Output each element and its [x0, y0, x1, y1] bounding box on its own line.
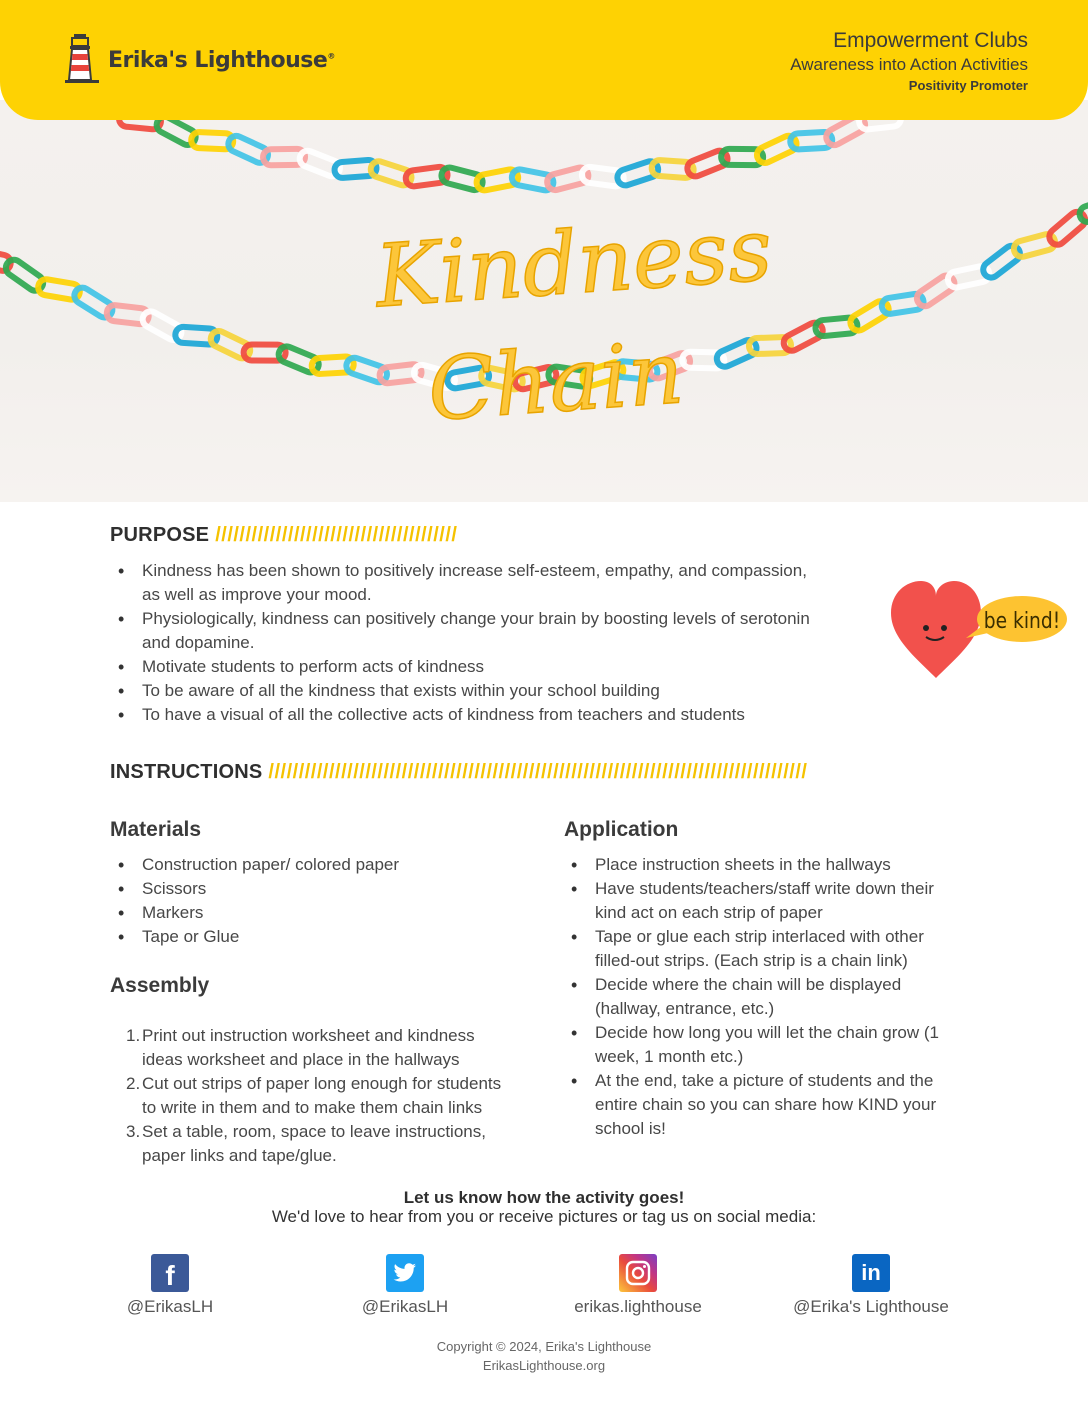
hero-title-line1: Kindness [372, 199, 776, 328]
activity-category: Positivity Promoter [908, 78, 1028, 93]
be-kind-heart-illustration [886, 578, 1072, 682]
paper-chain-illustration [0, 100, 1088, 502]
list-item: • To have a visual of all the collective acts of kindness from teachers and students [110, 703, 870, 727]
application-title: Application [564, 818, 679, 841]
purpose-heading: PURPOSE //////////////////////////////////////// [110, 524, 458, 546]
social-linkedin[interactable] [771, 1254, 971, 1317]
list-item: • Place instruction sheets in the hallways [563, 853, 983, 877]
header-titles [790, 28, 1028, 96]
cta-heading: Let us know how the activity goes! [403, 1188, 685, 1207]
social-instagram[interactable] [538, 1254, 738, 1317]
list-item: • Decide how long you will let the chain grow (1 week, 1 month etc.) [563, 1021, 983, 1069]
list-item: • Decide where the chain will be displayed (hallway, entrance, etc.) [563, 973, 983, 1021]
list-item: • To be aware of all the kindness that exists within your school building [110, 679, 870, 703]
program-subtitle: Awareness into Action Activities [790, 55, 1028, 74]
facebook-icon[interactable]: f [151, 1254, 189, 1292]
instructions-heading: INSTRUCTIONS ///////////////////////////////////////////////////////////////////////////////////////// [110, 761, 808, 783]
website-link[interactable]: ErikasLighthouse.org [482, 1358, 606, 1373]
list-item: 3. Set a table, room, space to leave instructions, paper links and tape/glue. [126, 1122, 486, 1165]
application-list [563, 853, 983, 1141]
copyright-text: Copyright © 2024, Erika's Lighthouse [436, 1339, 652, 1354]
list-item: • Tape or Glue [110, 925, 530, 949]
materials-list [110, 853, 530, 949]
instagram-handle[interactable]: erikas.lighthouse [574, 1297, 702, 1316]
be-kind-text: be kind! [983, 607, 1061, 634]
list-item: • At the end, take a picture of students and the entire chain so you can share how KIND your school is! [563, 1069, 983, 1141]
heading-divider: ///////////////////////////////////////////////////////////////////////////////////////// [268, 761, 808, 783]
purpose-list [110, 559, 870, 727]
heading-divider: //////////////////////////////////////// [215, 524, 458, 546]
list-item: 2. Cut out strips of paper long enough for students to write in them and to make them chain links [126, 1074, 502, 1117]
hero-image [0, 100, 1088, 502]
list-item: • Markers [110, 901, 530, 925]
twitter-icon[interactable] [386, 1254, 424, 1292]
list-item: • Physiologically, kindness can positively change your brain by boosting levels of serotonin and dopamine. [110, 607, 870, 655]
list-item: • Kindness has been shown to positively increase self-esteem, empathy, and compassion, as well as improve your mood. [110, 559, 870, 607]
instagram-icon[interactable] [619, 1254, 657, 1292]
assembly-title: Assembly [110, 974, 210, 997]
list-item: • Motivate students to perform acts of kindness [110, 655, 870, 679]
list-item: 1. Print out instruction worksheet and kindness ideas worksheet and place in the hallways [126, 1026, 475, 1069]
list-item: • Construction paper/ colored paper [110, 853, 530, 877]
materials-title: Materials [110, 818, 202, 841]
linkedin-icon[interactable]: in [852, 1254, 890, 1292]
facebook-handle[interactable]: @ErikasLH [126, 1297, 214, 1316]
cta-subtext: We'd love to hear from you or receive pictures or tag us on social media: [271, 1207, 817, 1226]
list-item: • Tape or glue each strip interlaced with other filled-out strips. (Each strip is a chain link) [563, 925, 983, 973]
lighthouse-icon [62, 34, 102, 86]
program-name: Empowerment Clubs [833, 29, 1028, 52]
brand-logo[interactable] [62, 34, 335, 86]
linkedin-handle[interactable]: @Erika's Lighthouse [793, 1297, 949, 1316]
social-twitter[interactable] [305, 1254, 505, 1317]
list-item: • Have students/teachers/staff write down their kind act on each strip of paper [563, 877, 983, 925]
twitter-handle[interactable]: @ErikasLH [361, 1297, 449, 1316]
logo-text: Erika's Lighthouse® [108, 47, 335, 73]
chain-link [1078, 196, 1088, 224]
social-facebook[interactable] [70, 1254, 270, 1317]
list-item: • Scissors [110, 877, 530, 901]
heart-icon [891, 581, 981, 678]
hero-title-line2: Chain [424, 323, 687, 441]
page-header [0, 0, 1088, 120]
assembly-list [110, 1024, 550, 1168]
